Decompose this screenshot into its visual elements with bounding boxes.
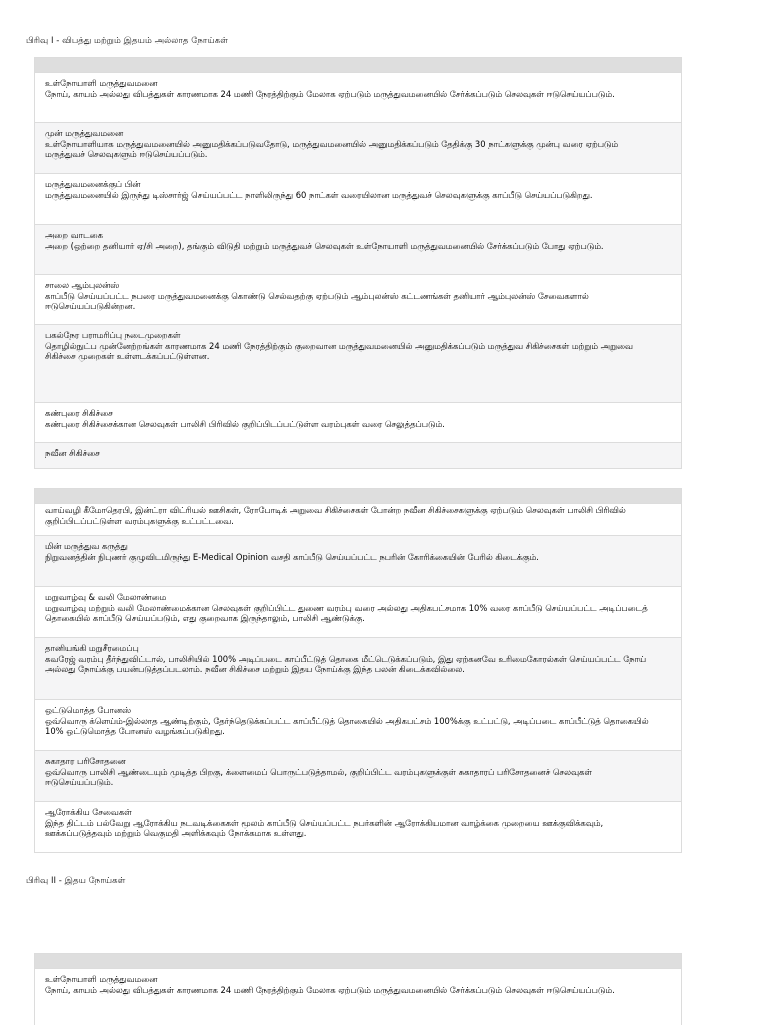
benefit-title: மருத்துவமனைக்குப் பின் (45, 179, 141, 189)
benefit-description: மருத்துவமனையில் இருந்து டிஸ்சார்ஜ் செய்யப்பட்ட நாளிலிருந்து 60 நாட்கள் வரையிலான மருத்துவச் செலவுகளுக்கு காப்பீடு செய்யப்படுகிறது. (45, 189, 593, 200)
table-row (35, 699, 681, 750)
table-row (35, 586, 681, 637)
benefit-description: உள்நோயாளியாக மருத்துவமனையில் அனுமதிக்கப்படுவதோடு, மருத்துவமனையில் அனுமதிக்கப்படும் தேதிக்கு 30 நாட்களுக்கு முன்பு வரை ஏற்படும் மருத்துவச் செலவுகளும் ஈடுசெய்யப்படும். (45, 138, 619, 160)
benefit-title: தானியங்கி மறுசீரமைப்பு (45, 643, 139, 653)
benefit-description: இந்த திட்டம் பல்வேறு ஆரோக்கிய நடவடிக்கைகள் மூலம் காப்பீடு செய்யப்பட்ட நபர்களின் ஆரோக்கியமான வாழ்க்கை முறையை ஊக்குவிக்கவும், ஊக்கப்படுத்தவும் மற்றும் வெகுமதி அளிக்கவும் நோக்கமாக உள்ளது. (45, 817, 604, 839)
benefit-title: ஆரோக்கிய சேவைகள் (45, 807, 132, 817)
benefit-description: நோய், காயம் அல்லது விபத்துகள் காரணமாக 24 மணி நேரத்திற்கும் மேலாக ஏற்படும் மருத்துவமனையில் சேர்க்கப்படும் செலவுகள் ஈடுசெய்யப்படும். (45, 88, 615, 99)
benefit-description: வாய்வழி கீமோதெரபி, இன்ட்ரா விட்ரியல் ஊசிகள், ரோபோடிக் அறுவை சிகிச்சைகள் போன்ற நவீன சிகிச்சைகளுக்கு ஏற்படும் செலவுகள் பாலிசி பிரிவில் குறிப்பிடப்பட்டுள்ள வரம்புகளுக்கு உட்பட்டவை. (45, 505, 626, 526)
table-row (35, 72, 681, 122)
benefit-title: சுகாதார பரிசோதனை (45, 756, 126, 766)
benefit-title: சாலை ஆம்புலன்ஸ் (45, 280, 120, 290)
benefit-title: உள்நோயாளி மருத்துவமனை (45, 974, 158, 984)
coverage-table-1 (34, 57, 682, 469)
benefit-description: நிறுவனத்தின் நிபுணர் குழுவிடமிருந்து E-Medical Opinion வசதி காப்பீடு செய்யப்பட்ட நபரின் கோரிக்கையின் பேரில் கிடைக்கும். (45, 551, 539, 562)
benefit-description: அறை (ஒற்றை தனியார் ஏ/சி அறை), தங்கும் விடுதி மற்றும் மருத்துவச் செலவுகள் உள்நோயாளி மருத்துவமனையில் சேர்க்கப்படும் போது ஏற்படும். (45, 240, 604, 251)
benefit-description: ஒவ்வொரு பாலிசி ஆண்டையும் முடித்த பிறகு, க்ளைமைப் பொருட்படுத்தாமல், குறிப்பிட்ட வரம்புகளுக்குள் சுகாதாரப் பரிசோதனைச் செலவுகள் ஈடுசெய்யப்படும். (45, 766, 592, 788)
table-row (35, 274, 681, 324)
benefit-description: ஒவ்வொரு க்ளெய்ம்-இல்லாத ஆண்டிற்கும், தேர்ந்தெடுக்கப்பட்ட காப்பீட்டுத் தொகையில் அதிகபட்சம் 100%க்கு உட்பட்டு, அடிப்படை காப்பீட்டுத் தொகையில் 10% ஒட்டுமொத்த போனஸ் வழங்கப்படுகிறது. (45, 715, 649, 737)
benefit-description: காப்பீடு செய்யப்பட்ட நபரை மருத்துவமனைக்கு கொண்டு செல்வதற்கு ஏற்படும் ஆம்புலன்ஸ் கட்டணங்கள் தனியார் ஆம்புலன்ஸ் சேவைகளால் ஈடுசெய்யப்படுகின்றன. (45, 290, 589, 312)
table-row (35, 402, 681, 442)
benefit-description: நோய், காயம் அல்லது விபத்துகள் காரணமாக 24 மணி நேரத்திற்கும் மேலாக ஏற்படும் மருத்துவமனையில் சேர்க்கப்படும் செலவுகள் ஈடுசெய்யப்படும். (45, 984, 615, 995)
benefit-title: பகல்நேர பராமரிப்பு நடைமுறைகள் (45, 330, 181, 340)
benefit-title: மறுவாழ்வு & வலி மேலாண்மை (45, 592, 167, 602)
benefit-title: உள்நோயாளி மருத்துவமனை (45, 78, 158, 88)
benefit-description: தொழில்நுட்ப முன்னேற்றங்கள் காரணமாக 24 மணி நேரத்திற்கும் குறைவான மருத்துவமனையில் அனுமதிக்கப்படும் மருத்துவ சிகிச்சைகள் மற்றும் அறுவை சிகிச்சை முறைகள் உள்ளடக்கப்பட்டுள்ளன. (45, 340, 633, 362)
table-row (35, 442, 681, 468)
table-row (35, 968, 681, 1025)
table-row (35, 173, 681, 224)
table-header (35, 58, 681, 72)
coverage-table-1-continued (34, 488, 682, 853)
table-header (35, 954, 681, 968)
benefit-description: மறுவாழ்வு மற்றும் வலி மேலாண்மைக்கான செலவுகள் குறிப்பிட்ட துணை வரம்பு வரை அல்லது அதிகபட்சமாக 10% வரை காப்பீடு செய்யப்பட்ட அடிப்படைத் தொகையில் காப்பீடு செய்யப்படும், எது குறைவாக இருந்தாலும், பாலிசி ஆண்டுக்கு. (45, 602, 648, 624)
table-header (35, 489, 681, 503)
benefit-title: முன் மருத்துவமனை (45, 128, 124, 138)
table-row (35, 801, 681, 852)
table-row (35, 122, 681, 173)
table-row (35, 503, 681, 535)
benefit-title: மின் மருத்துவ கருத்து (45, 541, 128, 551)
benefit-title: கண்புரை சிகிச்சை (45, 408, 113, 418)
benefit-description: கண்புரை சிகிச்சைக்கான செலவுகள் பாலிசி பிரிவில் குறிப்பிடப்பட்டுள்ள வரம்புகள் வரை செலுத்தப்படும். (45, 418, 445, 429)
benefit-title: அறை வாடகை (45, 230, 103, 240)
table-row (35, 637, 681, 699)
table-row (35, 324, 681, 402)
table-row (35, 535, 681, 586)
coverage-table-2 (34, 953, 682, 1025)
section-2-title: பிரிவு II - இதய நோய்கள் (26, 876, 126, 886)
benefit-title: ஒட்டுமொத்த போனஸ் (45, 705, 132, 715)
benefit-title: நவீன சிகிச்சை (45, 448, 100, 458)
table-row (35, 224, 681, 274)
benefit-description: கவரேஜ் வரம்பு தீர்ந்துவிட்டால், பாலிசியில் 100% அடிப்படை காப்பீட்டுத் தொகை மீட்டெடுக்கப்படும், இது ஏற்கனவே உரிமைகோரல்கள் செய்யப்பட்ட நோய் அல்லது நோய்க்கு பயன்படுத்தப்படலாம். நவீன சிகிச்சை மற்றும் இதய நோய்க்கு இந்த பலன் கிடைக்கவில்லை. (45, 653, 647, 675)
section-1-title: பிரிவு I - விபத்து மற்றும் இதயம் அல்லாத நோய்கள் (26, 36, 228, 46)
table-row (35, 750, 681, 801)
